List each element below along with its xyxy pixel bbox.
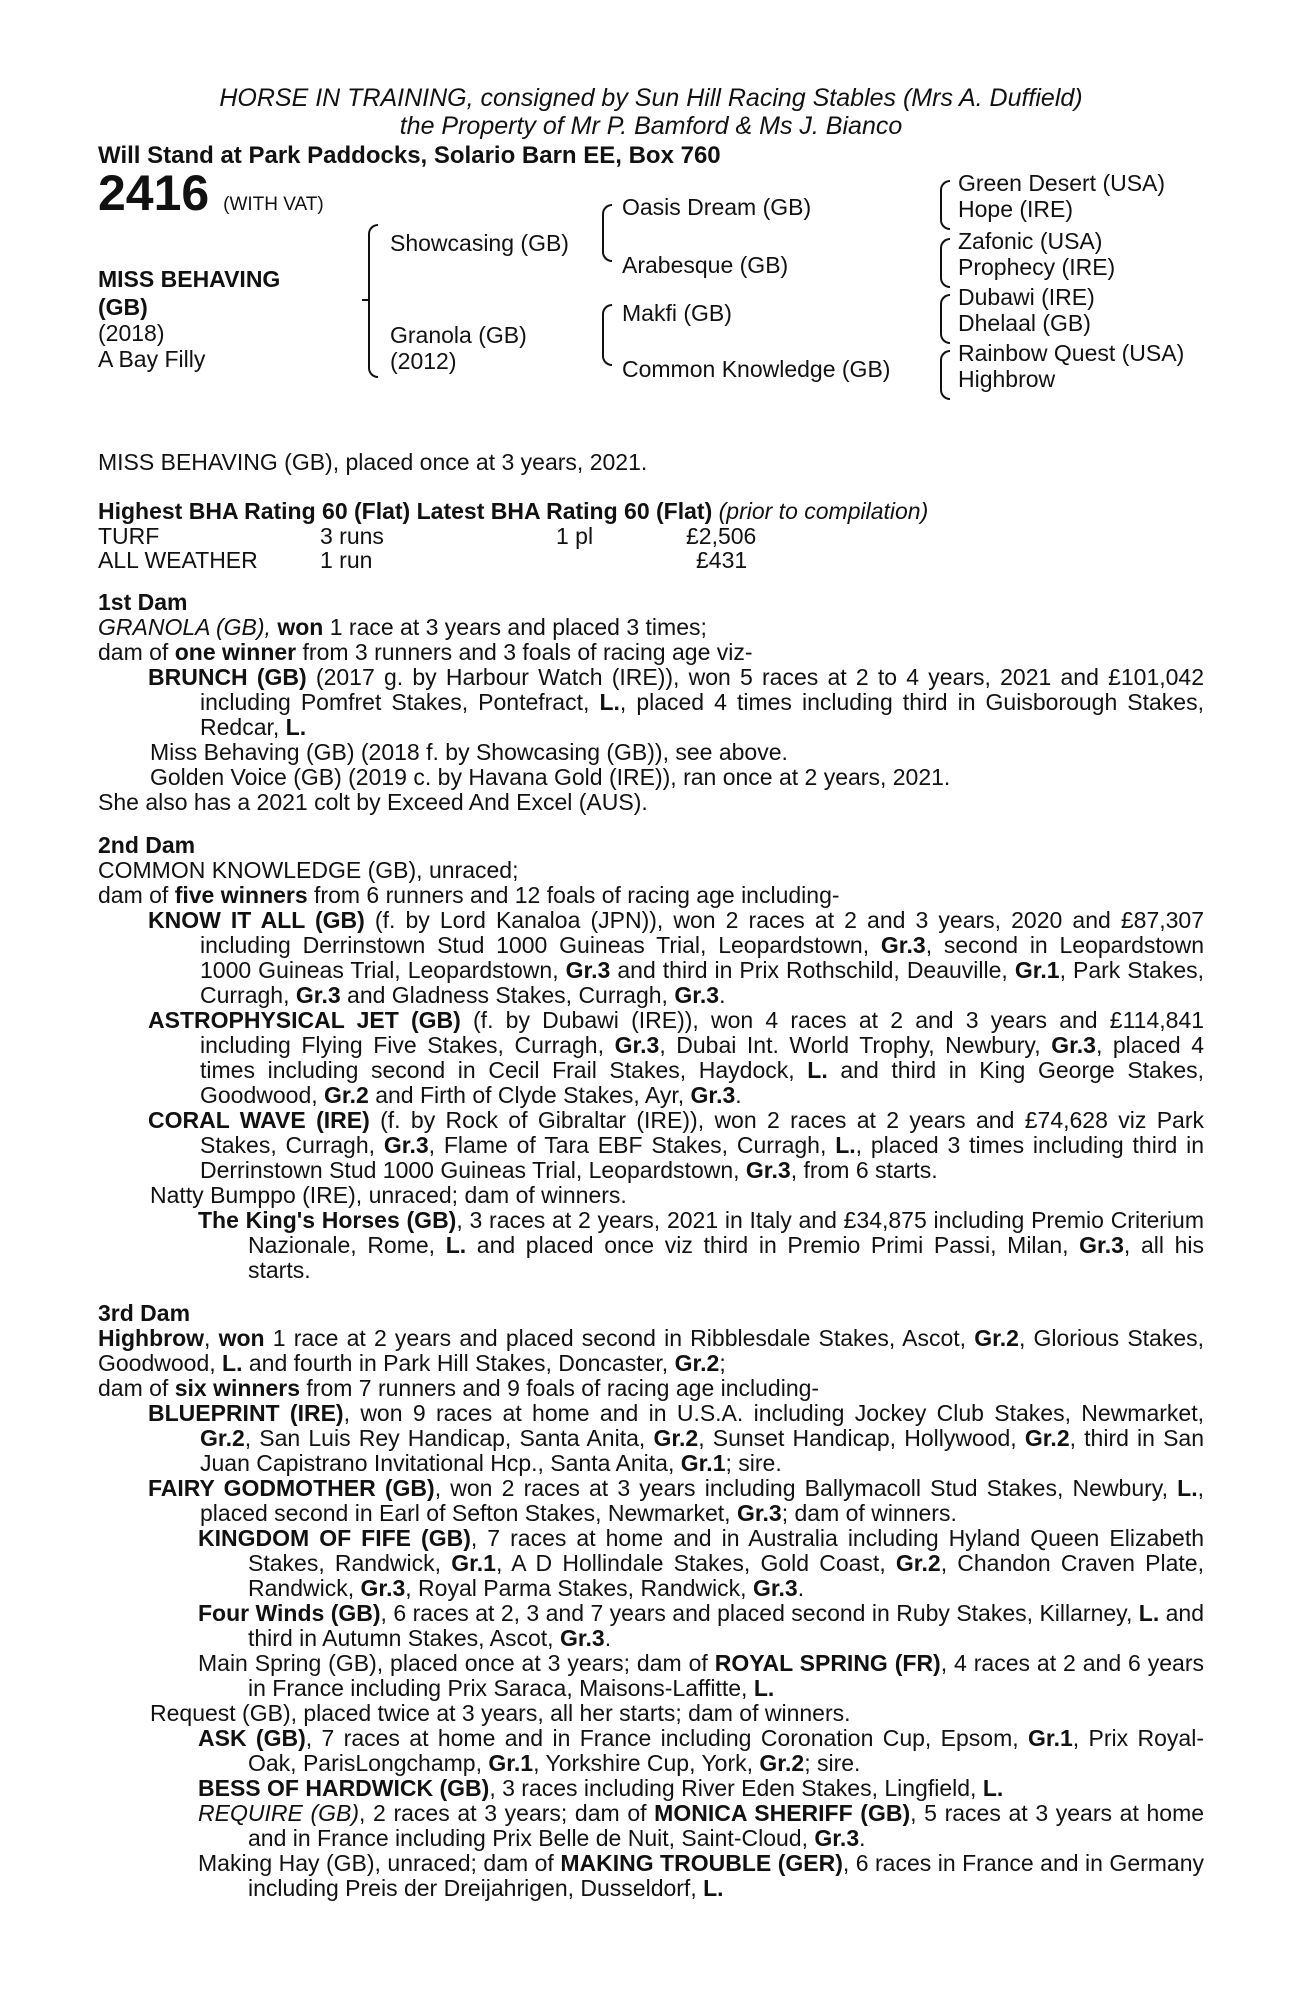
aw-prize: £431 [696,547,748,573]
pedigree-brace [940,294,950,344]
dam-year: (2012) [390,348,457,374]
horse-name: MISS BEHAVING [98,266,281,292]
pedigree-brace [368,224,378,378]
ancestor-prophecy: Prophecy (IRE) [958,254,1116,280]
ancestor-rainbow-quest: Rainbow Quest (USA) [958,340,1185,366]
turf-placed: 1 pl [556,523,594,549]
dam-sire: Makfi (GB) [622,300,732,326]
rating-label: Highest BHA Rating 60 (Flat) Latest BHA Rating 60 (Flat) [98,498,713,524]
turf-label: TURF [98,523,160,549]
ancestor-dhelaal: Dhelaal (GB) [958,310,1091,336]
produce-require: REQUIRE (GB), 2 races at 3 years; dam of MONICA SHERIFF (GB), 5 races at 3 years at home and in France including Prix Belle de Nuit, Saint-Cloud, Gr.3. [198,1800,1205,1851]
third-dam-heading: 3rd Dam [98,1300,191,1326]
produce-fairy-godmother: FAIRY GODMOTHER (GB), won 2 races at 3 years including Ballymacoll Stud Stakes, Newbury, L., placed second in Earl of Sefton Stakes, Newmarket, Gr.3; dam of winners. [148,1475,1205,1526]
ancestor-highbrow: Highbrow [958,366,1056,392]
ancestor-hope: Hope (IRE) [958,196,1074,222]
aw-label: ALL WEATHER [98,547,258,573]
first-dam-heading: 1st Dam [98,589,188,615]
third-dam-produce-line: dam of six winners from 7 runners and 9 foals of racing age including- [98,1375,820,1401]
turf-runs: 3 runs [320,523,384,549]
pedigree-brace-tip [362,299,370,301]
turf-prize: £2,506 [686,523,757,549]
produce-four-winds: Four Winds (GB), 6 races at 2, 3 and 7 years and placed second in Ruby Stakes, Killarney, L. and third in Autumn Stakes, Ascot, Gr.3. [198,1600,1205,1651]
horse-year: (2018) [98,320,165,346]
produce-astrophysical-jet: ASTROPHYSICAL JET (GB) (f. by Dubawi (IRE)), won 4 races at 2 and 3 years and £114,841 including Flying Five Stakes, Curragh, Gr.3, Dubai Int. World Trophy, Newbury, Gr.3, placed 4 times including second in Cecil Frail Stakes, Haydock, L. and third in King George Stakes, Goodwood, Gr.2 and Firth of Clyde Stakes, Ayr, Gr.3. [148,1007,1205,1108]
property-line: the Property of Mr P. Bamford & Ms J. Bianco [399,112,903,140]
sire-dam: Arabesque (GB) [622,252,789,278]
vat-label: (WITH VAT) [223,194,324,215]
first-dam-colt-note: She also has a 2021 colt by Exceed And Excel (AUS). [98,789,648,815]
pedigree-block [98,165,1204,440]
ancestor-dubawi: Dubawi (IRE) [958,284,1095,310]
turf-row [98,524,1204,548]
second-dam-produce-line: dam of five winners from 6 runners and 12 foals of racing age including- [98,882,840,908]
rating-line [98,499,1204,524]
pedigree-brace [940,180,950,230]
produce-brunch: BRUNCH (GB) (2017 g. by Harbour Watch (IRE)), won 5 races at 2 to 4 years, 2021 and £101,042 including Pomfret Stakes, Pontefract, L., placed 4 times including third in Guisborough Stakes, Redcar, L. [148,664,1205,740]
pedigree-brace [940,350,950,400]
dam-name: Granola (GB) [390,322,527,348]
pedigree-brace [602,304,612,366]
catalogue-page [98,84,1204,1901]
produce-know-it-all: KNOW IT ALL (GB) (f. by Lord Kanaloa (JPN)), won 2 races at 2 and 3 years, 2020 and £87,307 including Derrinstown Stud 1000 Guineas Trial, Leopardstown, Gr.3, second in Leopardstown 1000 Guineas Trial, Leopardstown, Gr.3 and third in Prix Rothschild, Deauville, Gr.1, Park Stakes, Curragh, Gr.3 and Gladness Stakes, Curragh, Gr.3. [148,907,1205,1008]
produce-golden-voice: Golden Voice (GB) (2019 c. by Havana Gold (IRE)), ran once at 2 years, 2021. [150,764,951,790]
produce-making-hay: Making Hay (GB), unraced; dam of MAKING TROUBLE (GER), 6 races in France and in Germany including Preis der Dreijahrigen, Dusseldorf, L. [198,1850,1205,1901]
ancestor-zafonic: Zafonic (USA) [958,228,1103,254]
sire-name: Showcasing (GB) [390,230,569,256]
produce-kings-horses: The King's Horses (GB), 3 races at 2 years, 2021 in Italy and £34,875 including Premio Criterium Nazionale, Rome, L. and placed once viz third in Premio Primi Passi, Milan, Gr.3, all his starts. [198,1207,1204,1283]
ancestor-green-desert: Green Desert (USA) [958,170,1166,196]
lot-number: 2416 (WITH VAT) [98,165,324,221]
produce-kingdom-of-fife: KINGDOM OF FIFE (GB), 7 races at home and in Australia including Hyland Queen Elizabeth Stakes, Randwick, Gr.1, A D Hollindale Stakes, Gold Coast, Gr.2, Chandon Craven Plate, Randwick, Gr.3, Royal Parma Stakes, Randwick, Gr.3. [198,1525,1204,1601]
all-weather-row [98,548,1204,572]
summary-line: MISS BEHAVING (GB), placed once at 3 years, 2021. [98,449,648,475]
dam-dam: Common Knowledge (GB) [622,356,891,382]
third-dam-line: Highbrow, won 1 race at 2 years and placed second in Ribblesdale Stakes, Ascot, Gr.2, Glorious Stakes, Goodwood, L. and fourth in Park Hill Stakes, Doncaster, Gr.2; [98,1325,1205,1376]
pedigree-brace [602,204,612,262]
produce-bess-of-hardwick: BESS OF HARDWICK (GB), 3 races including River Eden Stakes, Lingfield, L. [198,1775,1004,1801]
produce-request: Request (GB), placed twice at 3 years, all her starts; dam of winners. [150,1700,851,1726]
produce-miss-behaving: Miss Behaving (GB) (2018 f. by Showcasing (GB)), see above. [150,739,788,765]
pedigree-brace [940,238,950,288]
rating-note: (prior to compilation) [718,498,929,524]
second-dam-heading: 2nd Dam [98,832,196,858]
sire-sire: Oasis Dream (GB) [622,194,812,220]
first-dam-produce-line: dam of one winner from 3 runners and 3 foals of racing age viz- [98,639,753,665]
consignor-line: HORSE IN TRAINING, consigned by Sun Hill Racing Stables (Mrs A. Duffield) [219,84,1083,112]
produce-ask: ASK (GB), 7 races at home and in France including Coronation Cup, Epsom, Gr.1, Prix Royal-Oak, ParisLongchamp, Gr.1, Yorkshire Cup, York, Gr.2; sire. [198,1725,1204,1776]
produce-main-spring: Main Spring (GB), placed once at 3 years; dam of ROYAL SPRING (FR), 4 races at 2 and 6 years in France including Prix Saraca, Maisons-Laffitte, L. [198,1650,1205,1701]
produce-natty-bumppo: Natty Bumppo (IRE), unraced; dam of winners. [150,1182,627,1208]
produce-blueprint: BLUEPRINT (IRE), won 9 races at home and in U.S.A. including Jockey Club Stakes, Newmarket, Gr.2, San Luis Rey Handicap, Santa Anita, Gr.2, Sunset Handicap, Hollywood, Gr.2, third in San Juan Capistrano Invitational Hcp., Santa Anita, Gr.1; sire. [148,1400,1205,1476]
aw-runs: 1 run [320,547,373,573]
horse-description: A Bay Filly [98,346,206,372]
produce-coral-wave: CORAL WAVE (IRE) (f. by Rock of Gibraltar (IRE)), won 2 races at 2 years and £74,628 viz Park Stakes, Curragh, Gr.3, Flame of Tara EBF Stakes, Curragh, L., placed 3 times including third in Derrinstown Stud 1000 Guineas Trial, Leopardstown, Gr.3, from 6 starts. [148,1107,1205,1183]
horse-country: (GB) [98,294,148,320]
first-dam-line: GRANOLA (GB), won 1 race at 3 years and placed 3 times; [98,614,707,640]
stand-line: Will Stand at Park Paddocks, Solario Barn EE, Box 760 [98,142,721,169]
second-dam-line: COMMON KNOWLEDGE (GB), unraced; [98,857,519,883]
